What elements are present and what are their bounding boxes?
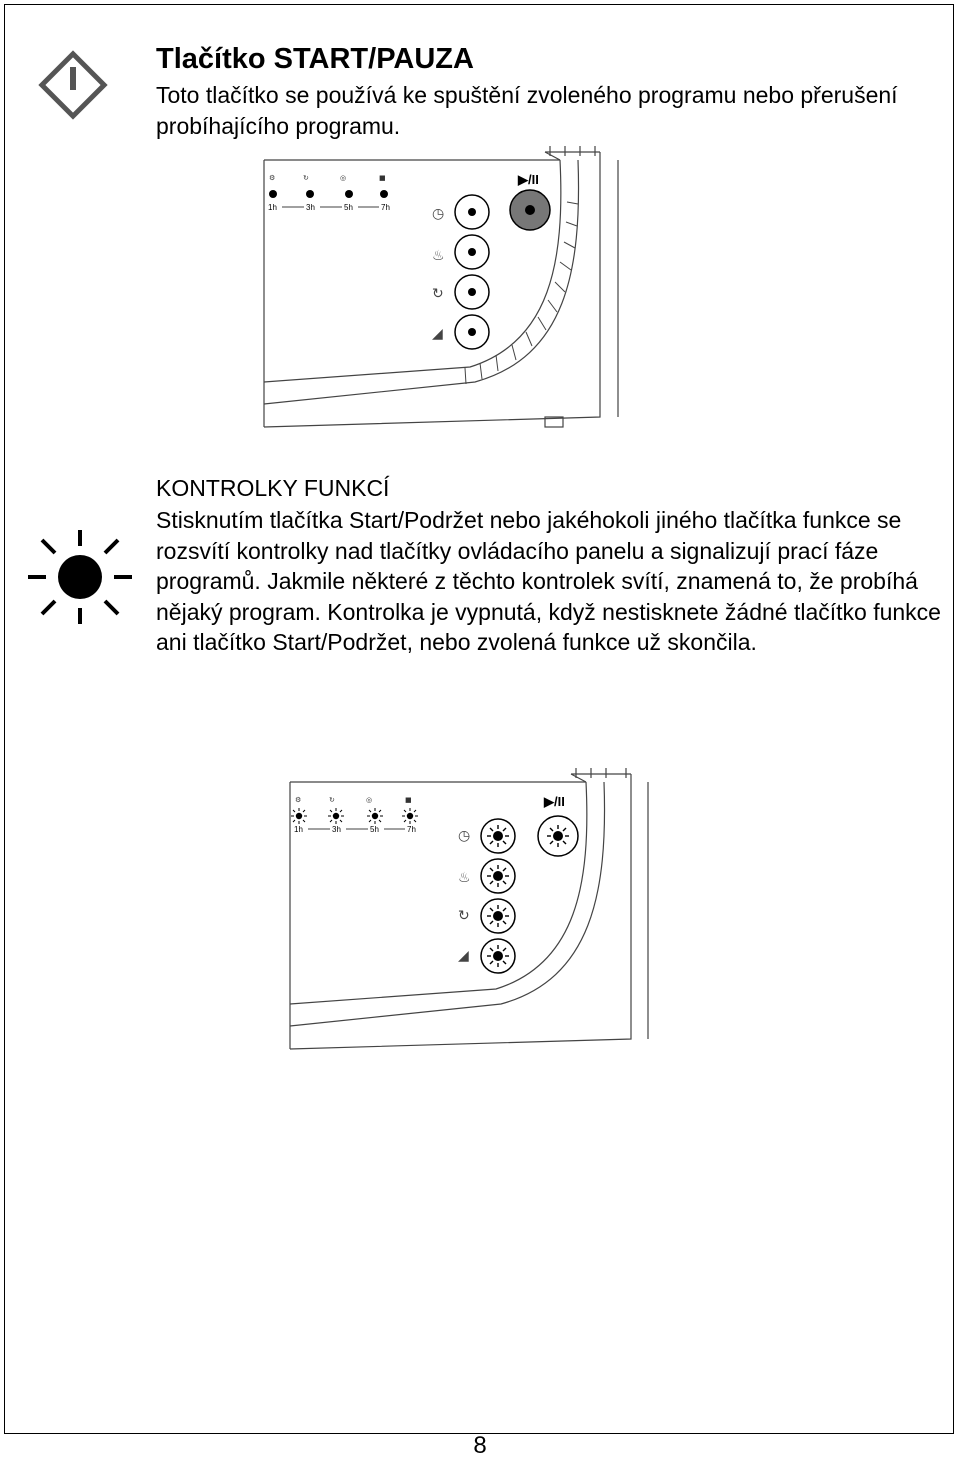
start-pause-label: ▶/II <box>544 794 565 809</box>
svg-text:◷: ◷ <box>432 206 445 222</box>
timer-label: 3h <box>332 825 341 834</box>
svg-text:↻: ↻ <box>329 796 335 804</box>
section-title-start-pause: Tlačítko START/PAUZA <box>156 43 474 75</box>
svg-text:■: ■ <box>405 796 412 804</box>
section-text-indicators: Stisknutím tlačítka Start/Podržet nebo jakéhokoli jiného tlačítka funkce se rozsvítí kontrolky nad tlačítky ovládacího panelu a signalizují prací fáze programů. Jakmile některé z těchto kontrolek svítí, znamená to, že probíhá nějaký program. Kontrolka je vypnutá, když nestisknete žádné tlačítko funkce ani tlačítko Start/Podržet, nebo zvolená funkce už skončila. <box>156 507 941 655</box>
svg-text:⚙: ⚙ <box>295 796 302 804</box>
svg-text:◎: ◎ <box>366 796 373 804</box>
svg-text:◎: ◎ <box>340 174 347 182</box>
timer-label: 7h <box>381 203 390 212</box>
timer-label: 1h <box>294 825 303 834</box>
svg-text:⚙: ⚙ <box>269 174 276 182</box>
svg-text:↻: ↻ <box>303 174 309 182</box>
section-text-start-pause: Toto tlačítko se používá ke spuštění zvoleného programu nebo přerušení probíhajícího programu. <box>156 82 898 139</box>
timer-label: 5h <box>370 825 379 834</box>
timer-label: 1h <box>268 203 277 212</box>
indicator-light-icon <box>28 530 132 624</box>
svg-text:♨: ♨ <box>458 870 471 886</box>
svg-text:◢: ◢ <box>432 326 443 342</box>
svg-text:◢: ◢ <box>458 948 469 964</box>
timer-label: 5h <box>344 203 353 212</box>
start-pause-label: ▶/II <box>518 172 539 187</box>
control-panel-illustration-off <box>260 142 630 432</box>
svg-text:↻: ↻ <box>458 908 470 924</box>
svg-text:■: ■ <box>379 174 386 182</box>
timer-label: 7h <box>407 825 416 834</box>
timer-label: 3h <box>306 203 315 212</box>
svg-text:♨: ♨ <box>432 248 445 264</box>
svg-text:◷: ◷ <box>458 828 471 844</box>
control-panel-illustration-lit <box>286 764 656 1054</box>
svg-text:↻: ↻ <box>432 286 444 302</box>
page-number: 8 <box>473 1432 487 1459</box>
section-title-indicators: KONTROLKY FUNKCÍ <box>156 475 390 501</box>
start-pause-icon <box>38 50 108 120</box>
